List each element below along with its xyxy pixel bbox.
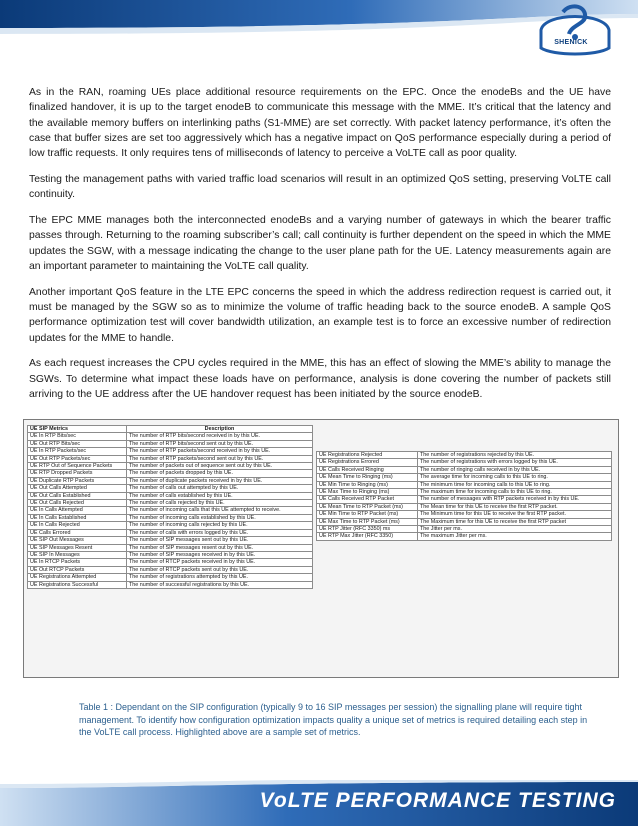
- metric-description-cell: The number of packets dropped by this UE.: [127, 470, 313, 477]
- table-row: [317, 526, 612, 533]
- metric-name-cell: UE Mean Time to RTP Packet (ms): [317, 503, 418, 510]
- metric-name-cell: UE RTP Out of Sequence Packets: [28, 463, 127, 470]
- metric-name-cell: UE Out Calls Attempted: [28, 485, 127, 492]
- table-row: [28, 492, 313, 499]
- table-row: [317, 496, 612, 503]
- table-row: [28, 440, 313, 447]
- metric-name-cell: UE Min Time to RTP Packet (ms): [317, 511, 418, 518]
- table-row: [28, 485, 313, 492]
- metric-description-cell: The number of RTP bits/second received in by this UE.: [127, 433, 313, 440]
- table-row: [317, 452, 612, 459]
- table-row: [28, 529, 313, 536]
- metric-description-cell: The Jitter per ms.: [418, 526, 612, 533]
- metric-description-cell: The number of messages with RTP packets received in by this UE.: [418, 496, 612, 503]
- table-row: [28, 500, 313, 507]
- metric-name-cell: UE RTP Dropped Packets: [28, 470, 127, 477]
- article-body: [29, 85, 611, 413]
- metric-name-cell: UE SIP Out Messages: [28, 537, 127, 544]
- table-row: [317, 459, 612, 466]
- table-row: [28, 559, 313, 566]
- table-row: [317, 533, 612, 540]
- metric-description-cell: The number of incoming calls that this UE attempted to receive.: [127, 507, 313, 514]
- paragraph: Another important QoS feature in the LTE EPC concerns the speed in which the address redirection request is carried out, it must be managed by the SGW so as to minimize the volume of traffic heading back to the source enodeB. A sample QoS performance optimization test will cover bandwidth utilization, an example test is to force an excessive number of redirection updates for the MME to handle.: [29, 286, 611, 344]
- metric-description-cell: The number of RTP packets/second sent out by this UE.: [127, 455, 313, 462]
- metric-name-cell: UE Registrations Errored: [317, 459, 418, 466]
- metric-description-cell: The number of SIP messages resent out by this UE.: [127, 544, 313, 551]
- metric-name-cell: UE In RTP Bits/sec: [28, 433, 127, 440]
- metric-description-cell: The number of calls with errors logged by this UE.: [127, 529, 313, 536]
- metric-description-cell: The number of successful registrations by this UE.: [127, 581, 313, 588]
- metric-description-cell: The number of calls established by this UE.: [127, 492, 313, 499]
- metric-name-cell: UE Registrations Attempted: [28, 574, 127, 581]
- table-row: [317, 489, 612, 496]
- table-row: [28, 522, 313, 529]
- table-row: [317, 503, 612, 510]
- metric-name-cell: UE Max Time to RTP Packet (ms): [317, 518, 418, 525]
- metric-name-cell: UE In RTCP Packets: [28, 559, 127, 566]
- metric-name-cell: UE Calls Received Ringing: [317, 466, 418, 473]
- table-header-cell: Description: [127, 426, 313, 433]
- metric-name-cell: UE RTP Max Jitter (RFC 3350): [317, 533, 418, 540]
- paragraph: Testing the management paths with varied traffic load scenarios will result in an optimized QoS setting, preserving VoLTE call continuity.: [29, 173, 611, 201]
- table-row: [28, 581, 313, 588]
- metric-description-cell: The Mean time for this UE to receive the first RTP packet.: [418, 503, 612, 510]
- metric-description-cell: The number of registrations attempted by this UE.: [127, 574, 313, 581]
- logo-wordmark: SHENICK: [554, 39, 588, 46]
- metric-description-cell: The Maximum time for this UE to receive the first RTP packet: [418, 518, 612, 525]
- shenick-logo-icon: [527, 4, 623, 62]
- paragraph: As in the RAN, roaming UEs place additional resource requirements on the EPC. Once the enodeBs and the UE have finalized handover, it is up to the target enodeB to communicate this message with the MME. It’s critical that the latency and the available memory buffers on interlinking paths (S1-MME) are set correctly. With packet latency performance, it’s often the case that buffer sizes are set too aggressively which has a negative impact on QoS performance especially during a period of low traffic requests. It only requires tens of milliseconds of latency to perceive a VoLTE call as poor quality.: [29, 87, 611, 160]
- metric-name-cell: UE In RTP Packets/sec: [28, 448, 127, 455]
- table-row: [317, 481, 612, 488]
- metric-description-cell: The number of SIP messages sent out by this UE.: [127, 537, 313, 544]
- metric-name-cell: UE Duplicate RTP Packets: [28, 477, 127, 484]
- metric-name-cell: UE Min Time to Ringing (ms): [317, 481, 418, 488]
- table-row: [317, 518, 612, 525]
- table-row: [28, 448, 313, 455]
- metric-name-cell: UE Calls Errored: [28, 529, 127, 536]
- metric-description-cell: The number of SIP messages received in by this UE.: [127, 551, 313, 558]
- table-row: [28, 455, 313, 462]
- table-header-cell: UE SIP Metrics: [28, 426, 127, 433]
- paragraph: As each request increases the CPU cycles required in the MME, this has an effect of slowing the MME’s ability to manage the SGWs. To determine what impact these loads have on performance, analysis is done covering the number of packets still arriving to the UE address after the UE handover request has been initiated by the source enodeB.: [29, 358, 611, 401]
- table-header-row: [28, 426, 313, 433]
- metric-name-cell: UE Registrations Rejected: [317, 452, 418, 459]
- metric-description-cell: The Minimum time for this UE to receive the first RTP packet.: [418, 511, 612, 518]
- table-caption: Table 1 : Dependant on the SIP configuration (typically 9 to 16 SIP messages per session) the signalling plane will require tight management. To identify how configuration optimization impacts quality a unique set of metrics is required detailing each step in the VoLTE call process. Highlighted above are a sample set of metrics.: [79, 702, 588, 738]
- metric-name-cell: UE SIP Messages Resent: [28, 544, 127, 551]
- table-body: [317, 452, 612, 541]
- metric-description-cell: The number of RTCP packets received in by this UE.: [127, 559, 313, 566]
- metric-name-cell: UE Calls Received RTP Packet: [317, 496, 418, 503]
- metric-description-cell: The number of calls rejected by this UE.: [127, 500, 313, 507]
- table-row: [317, 466, 612, 473]
- table-row: [28, 574, 313, 581]
- metric-description-cell: The number of calls out attempted by this UE.: [127, 485, 313, 492]
- metric-name-cell: UE Max Time to Ringing (ms): [317, 489, 418, 496]
- metric-name-cell: UE In Calls Established: [28, 514, 127, 521]
- metric-description-cell: The number of RTCP packets sent out by this UE.: [127, 566, 313, 573]
- metric-description-cell: The number of ringing calls received in by this UE.: [418, 466, 612, 473]
- table-row: [28, 463, 313, 470]
- metric-name-cell: UE Out RTP Bits/sec: [28, 440, 127, 447]
- metric-description-cell: The number of RTP bits/second sent out by this UE.: [127, 440, 313, 447]
- metric-name-cell: UE RTP Jitter (RFC 3350) ms: [317, 526, 418, 533]
- metric-name-cell: UE In Calls Attempted: [28, 507, 127, 514]
- metric-description-cell: The maximum time for incoming calls to this UE to ring.: [418, 489, 612, 496]
- metric-description-cell: The average time for incoming calls to this UE to ring.: [418, 474, 612, 481]
- metric-description-cell: The number of packets out of sequence sent out by this UE.: [127, 463, 313, 470]
- metric-description-cell: The number of duplicate packets received in by this UE.: [127, 477, 313, 484]
- metric-description-cell: The minimum time for incoming calls to this UE to ring.: [418, 481, 612, 488]
- table-row: [28, 537, 313, 544]
- table-row: [28, 544, 313, 551]
- table-row: [28, 470, 313, 477]
- ue-sip-metrics-table-continued: [316, 451, 612, 541]
- table-row: [28, 433, 313, 440]
- paragraph: The EPC MME manages both the interconnected enodeBs and a varying number of gateways in which the bearer traffic passes through. Returning to the roaming subscriber’s call; call continuity is further dependent on the speed in which the MME updates the SGW, with a message indicating the change to the user plane path for the UE. Latency measurements again are an important parameter to maintaining the VoLTE call quality.: [29, 215, 611, 272]
- ue-sip-metrics-table: [27, 425, 313, 589]
- metric-name-cell: UE SIP In Messages: [28, 551, 127, 558]
- metric-name-cell: UE Out Calls Rejected: [28, 500, 127, 507]
- metric-name-cell: UE Mean Time to Ringing (ms): [317, 474, 418, 481]
- table-row: [28, 566, 313, 573]
- metric-name-cell: UE Out Calls Established: [28, 492, 127, 499]
- metric-description-cell: The number of incoming calls established by this UE.: [127, 514, 313, 521]
- table-row: [317, 474, 612, 481]
- table-row: [28, 514, 313, 521]
- table-row: [28, 551, 313, 558]
- metric-description-cell: The maximum Jitter per ms.: [418, 533, 612, 540]
- metric-name-cell: UE In Calls Rejected: [28, 522, 127, 529]
- table-row: [317, 511, 612, 518]
- metric-name-cell: UE Out RTCP Packets: [28, 566, 127, 573]
- metric-description-cell: The number of registrations with errors logged by this UE.: [418, 459, 612, 466]
- table-row: [28, 477, 313, 484]
- footer-title: VoLTE PERFORMANCE TESTING: [259, 789, 616, 812]
- metric-description-cell: The number of RTP packets/second received in by this UE.: [127, 448, 313, 455]
- metric-description-cell: The number of registrations rejected by this UE.: [418, 452, 612, 459]
- table-body: [28, 433, 313, 589]
- metric-description-cell: The number of incoming calls rejected by this UE.: [127, 522, 313, 529]
- metric-name-cell: UE Out RTP Packets/sec: [28, 455, 127, 462]
- table-row: [28, 507, 313, 514]
- metric-name-cell: UE Registrations Successful: [28, 581, 127, 588]
